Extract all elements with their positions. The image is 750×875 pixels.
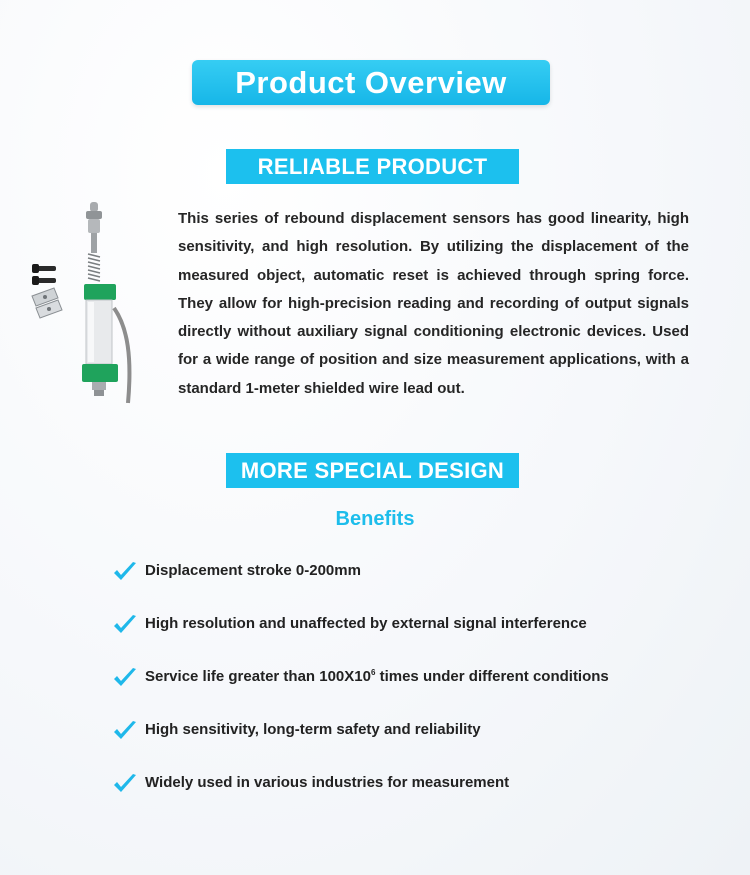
benefit-text (145, 664, 609, 690)
product-description: This series of rebound displacement sensors has good linearity, high sensitivity, and high resolution. By utilizing the displacement of the measured object, automatic reset is achieved through spring force. They allow for high-precision reading and recording of output signals directly without auxiliary signal conditioning electronic devices. Used for a wide range of position and size measurement applications, with a standard 1-meter shielded wire lead out. (178, 210, 689, 397)
benefit-item (112, 611, 609, 664)
checkmark-icon (112, 666, 138, 690)
checkmark-icon (112, 719, 138, 743)
benefit-item (112, 664, 609, 717)
benefit-text-part: Service life greater than 100X10 (145, 668, 371, 685)
section-title-more-special-design: MORE SPECIAL DESIGN (226, 453, 519, 488)
benefit-item (112, 717, 609, 770)
benefit-text: Widely used in various industries for measurement (145, 774, 510, 791)
superscript-exponent: 6 (370, 668, 376, 677)
benefits-heading: Benefits (335, 508, 415, 530)
checkmark-icon (112, 613, 138, 637)
mounting-bracket-icon (32, 288, 62, 318)
screw-icon (32, 264, 56, 285)
benefit-item (112, 558, 609, 611)
checkmark-icon (112, 772, 138, 796)
benefit-list (112, 558, 609, 823)
benefit-text: High sensitivity, long-term safety and reliability (145, 721, 481, 738)
benefit-text: Displacement stroke 0-200mm (145, 562, 361, 579)
section-title-reliable-product: RELIABLE PRODUCT (226, 149, 519, 184)
linear-displacement-sensor-icon (28, 198, 140, 408)
benefit-text: High resolution and unaffected by external signal interference (145, 615, 587, 632)
page-title: Product Overview (192, 60, 550, 105)
checkmark-icon (112, 560, 138, 584)
benefit-text-part: times under different conditions (375, 668, 609, 685)
benefit-item (112, 770, 609, 823)
